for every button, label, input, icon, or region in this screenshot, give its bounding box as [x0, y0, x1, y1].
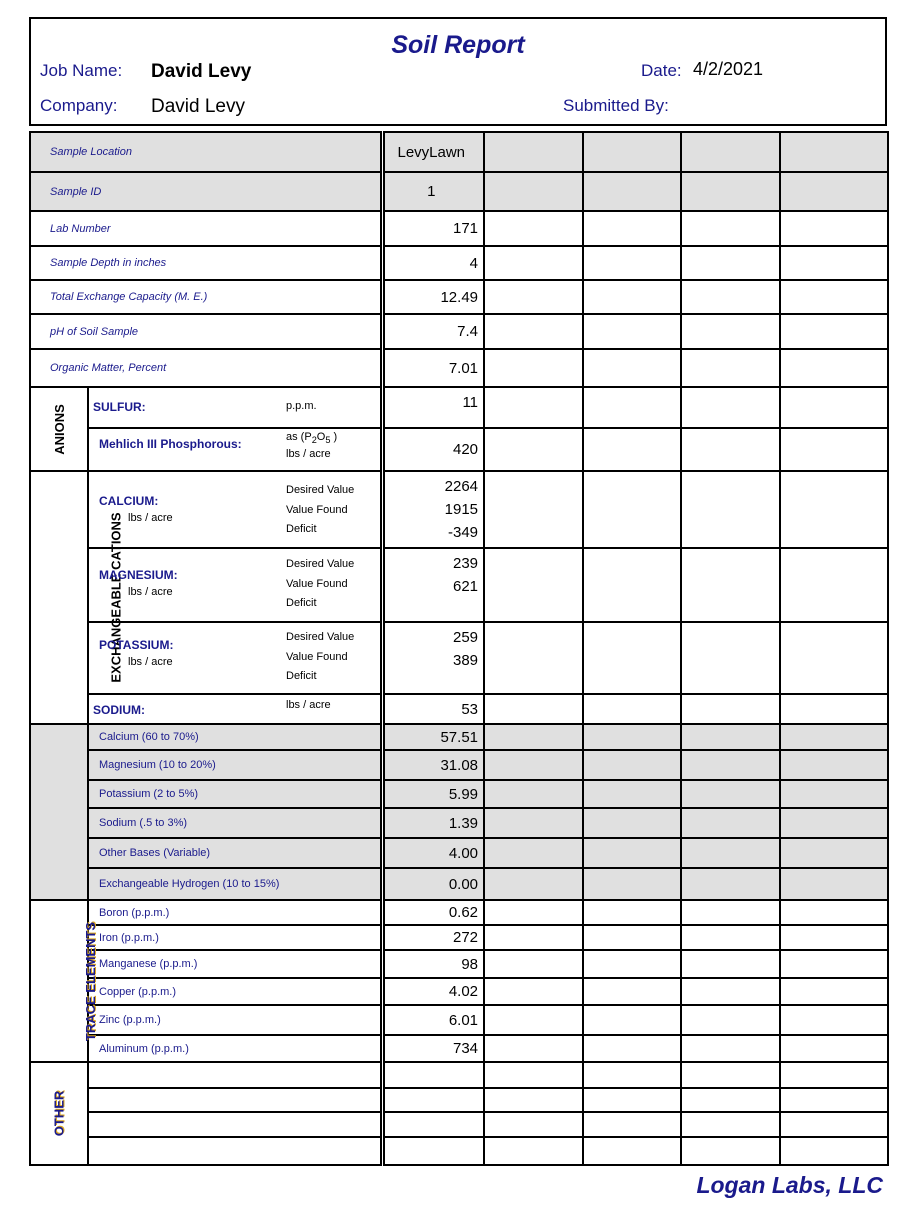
table-row — [30, 1035, 888, 1062]
empty-cell — [484, 1137, 583, 1165]
report-title: Soil Report — [391, 31, 525, 59]
empty-cell — [583, 471, 681, 548]
empty-cell — [583, 808, 681, 838]
empty-cell — [484, 978, 583, 1005]
empty-cell — [681, 808, 780, 838]
empty-cell — [780, 428, 888, 471]
empty-cell — [583, 838, 681, 868]
empty-cell — [583, 868, 681, 900]
empty-cell — [484, 1035, 583, 1062]
empty-cell — [780, 132, 888, 172]
empty-cell — [583, 1137, 681, 1165]
row-label: Potassium (2 to 5%) — [88, 780, 382, 808]
table-row — [30, 280, 888, 314]
cation-values: 2264 1915 -349 — [382, 471, 484, 548]
row-value: 1 — [382, 172, 484, 211]
empty-cell — [583, 978, 681, 1005]
empty-cell — [681, 1112, 780, 1137]
empty-cell — [681, 387, 780, 428]
table-row — [30, 1137, 888, 1165]
table-row — [30, 314, 888, 349]
row-label: Organic Matter, Percent — [30, 349, 382, 387]
soil-report-table — [29, 131, 889, 1166]
row-value: LevyLawn — [382, 132, 484, 172]
empty-cell — [583, 428, 681, 471]
table-row — [30, 724, 888, 750]
table-row — [30, 868, 888, 900]
section-label-other: OTHER — [30, 1062, 88, 1165]
phosphorous-value: 420 — [382, 428, 484, 471]
empty-cell — [681, 925, 780, 950]
empty-cell — [583, 1088, 681, 1112]
empty-cell — [583, 925, 681, 950]
table-row — [30, 900, 888, 925]
empty-cell — [780, 1035, 888, 1062]
empty-cell — [780, 387, 888, 428]
empty-cell — [484, 172, 583, 211]
empty-cell — [681, 868, 780, 900]
table-row — [30, 211, 888, 246]
empty-cell — [780, 900, 888, 925]
empty-cell — [681, 1062, 780, 1088]
table-row — [30, 622, 888, 694]
empty-cell — [382, 1112, 484, 1137]
submitted-by-label: Submitted By: — [563, 96, 669, 115]
empty-cell — [780, 1088, 888, 1112]
empty-cell — [583, 132, 681, 172]
empty-cell — [780, 1062, 888, 1088]
empty-cell — [484, 838, 583, 868]
table-row — [30, 1112, 888, 1137]
empty-cell — [484, 314, 583, 349]
sulfur-label: SULFUR: — [93, 400, 146, 414]
table-row — [30, 925, 888, 950]
empty-cell — [484, 1112, 583, 1137]
row-value: 6.01 — [382, 1005, 484, 1035]
row-label: Manganese (p.p.m.) — [88, 950, 382, 978]
empty-cell — [780, 548, 888, 622]
table-row — [30, 428, 888, 471]
empty-cell — [484, 780, 583, 808]
row-label: Total Exchange Capacity (M. E.) — [30, 280, 382, 314]
empty-cell — [780, 246, 888, 280]
table-row — [30, 548, 888, 622]
empty-cell — [780, 808, 888, 838]
company-label: Company: — [40, 96, 118, 115]
empty-cell — [484, 1062, 583, 1088]
empty-cell — [484, 808, 583, 838]
row-value: 272 — [382, 925, 484, 950]
cation-value-labels: Desired Value Value Found Deficit — [286, 631, 355, 682]
empty-cell — [583, 246, 681, 280]
empty-cell — [780, 1005, 888, 1035]
empty-cell — [681, 1035, 780, 1062]
table-row — [30, 172, 888, 211]
empty-cell — [681, 1137, 780, 1165]
empty-cell — [681, 172, 780, 211]
empty-cell — [88, 1062, 382, 1088]
table-row — [30, 1005, 888, 1035]
empty-cell — [484, 750, 583, 780]
empty-cell — [484, 246, 583, 280]
row-value: 57.51 — [382, 724, 484, 750]
empty-cell — [583, 724, 681, 750]
empty-cell — [88, 1088, 382, 1112]
empty-cell — [484, 950, 583, 978]
empty-cell — [681, 211, 780, 246]
empty-cell — [583, 280, 681, 314]
empty-cell — [681, 314, 780, 349]
row-label: Exchangeable Hydrogen (10 to 15%) — [88, 868, 382, 900]
cation-name: MAGNESIUM: — [99, 568, 178, 582]
row-label: pH of Soil Sample — [30, 314, 382, 349]
row-label: Sample Depth in inches — [30, 246, 382, 280]
empty-cell — [583, 349, 681, 387]
empty-cell — [484, 387, 583, 428]
row-label: Iron (p.p.m.) — [88, 925, 382, 950]
empty-cell — [780, 724, 888, 750]
phosphorous-unit: as ($P_2O_5$ ) lbs / acre — [286, 431, 338, 461]
company: David Levy — [151, 96, 245, 117]
row-label: Sodium (.5 to 3%) — [88, 808, 382, 838]
row-value: 4.02 — [382, 978, 484, 1005]
empty-cell — [382, 1062, 484, 1088]
cation-values: 259 389 — [382, 622, 484, 694]
row-value: 171 — [382, 211, 484, 246]
empty-cell — [780, 471, 888, 548]
empty-cell — [681, 132, 780, 172]
row-value: 0.62 — [382, 900, 484, 925]
empty-cell — [780, 314, 888, 349]
empty-cell — [681, 280, 780, 314]
empty-cell — [484, 622, 583, 694]
table-row — [30, 808, 888, 838]
empty-cell — [780, 978, 888, 1005]
table-row — [30, 387, 888, 428]
empty-cell — [583, 548, 681, 622]
empty-cell — [780, 694, 888, 724]
empty-cell — [583, 211, 681, 246]
row-label: Sample Location — [30, 132, 382, 172]
sulfur-value: 11 — [382, 387, 484, 428]
empty-cell — [484, 211, 583, 246]
sulfur-unit: p.p.m. — [286, 400, 317, 412]
phosphorous-label: Mehlich III Phosphorous: — [99, 437, 242, 451]
empty-cell — [583, 387, 681, 428]
empty-cell — [681, 950, 780, 978]
sodium-value: 53 — [382, 694, 484, 724]
row-value: 0.00 — [382, 868, 484, 900]
empty-cell — [780, 838, 888, 868]
row-value: 31.08 — [382, 750, 484, 780]
empty-cell — [780, 211, 888, 246]
empty-cell — [484, 280, 583, 314]
empty-cell — [583, 1005, 681, 1035]
empty-cell — [583, 750, 681, 780]
table-row — [30, 132, 888, 172]
empty-cell — [484, 868, 583, 900]
empty-cell — [681, 780, 780, 808]
row-label: Zinc (p.p.m.) — [88, 1005, 382, 1035]
section-label-cations: EXCHANGEABLE CATIONS — [30, 471, 88, 724]
row-label: Other Bases (Variable) — [88, 838, 382, 868]
empty-cell — [484, 471, 583, 548]
empty-cell — [484, 428, 583, 471]
empty-cell — [681, 750, 780, 780]
empty-cell — [88, 1137, 382, 1165]
empty-cell — [583, 1035, 681, 1062]
table-row — [30, 750, 888, 780]
empty-cell — [681, 548, 780, 622]
empty-cell — [583, 950, 681, 978]
empty-cell — [780, 868, 888, 900]
table-row — [30, 838, 888, 868]
row-value: 4.00 — [382, 838, 484, 868]
row-value: 734 — [382, 1035, 484, 1062]
lab-name-footer: Logan Labs, LLC — [696, 1172, 883, 1198]
empty-cell — [484, 724, 583, 750]
empty-cell — [780, 349, 888, 387]
empty-cell — [583, 1062, 681, 1088]
cation-name: CALCIUM: — [99, 494, 159, 508]
row-label: Aluminum (p.p.m.) — [88, 1035, 382, 1062]
table-row — [30, 246, 888, 280]
cation-values: 239 621 — [382, 548, 484, 622]
row-value: 1.39 — [382, 808, 484, 838]
cation-unit: lbs / acre — [128, 656, 173, 668]
table-row — [30, 780, 888, 808]
empty-cell — [681, 838, 780, 868]
empty-cell — [681, 724, 780, 750]
empty-cell — [681, 349, 780, 387]
empty-cell — [583, 314, 681, 349]
empty-cell — [780, 1137, 888, 1165]
empty-cell — [780, 1112, 888, 1137]
cation-name: POTASSIUM: — [99, 638, 174, 652]
empty-cell — [484, 1088, 583, 1112]
empty-cell — [484, 1005, 583, 1035]
empty-cell — [681, 1005, 780, 1035]
sodium-label: SODIUM: — [93, 703, 145, 717]
empty-cell — [681, 1088, 780, 1112]
empty-cell — [583, 1112, 681, 1137]
empty-cell — [780, 172, 888, 211]
table-row — [30, 1088, 888, 1112]
row-value: 12.49 — [382, 280, 484, 314]
row-label: Boron (p.p.m.) — [88, 900, 382, 925]
row-value: 7.4 — [382, 314, 484, 349]
date-label: Date: — [641, 61, 682, 80]
empty-cell — [780, 750, 888, 780]
empty-cell — [583, 780, 681, 808]
date: 4/2/2021 — [693, 59, 764, 79]
empty-cell — [681, 246, 780, 280]
empty-cell — [780, 950, 888, 978]
empty-cell — [484, 694, 583, 724]
row-value: 98 — [382, 950, 484, 978]
table-row — [30, 950, 888, 978]
empty-cell — [681, 900, 780, 925]
table-row — [30, 471, 888, 548]
cation-value-labels: Desired Value Value Found Deficit — [286, 558, 355, 609]
empty-cell — [382, 1088, 484, 1112]
empty-cell — [681, 694, 780, 724]
empty-cell — [484, 548, 583, 622]
empty-cell — [780, 622, 888, 694]
section-label-base-saturation — [30, 724, 88, 900]
empty-cell — [780, 280, 888, 314]
report-header — [29, 17, 887, 126]
row-label: Calcium (60 to 70%) — [88, 724, 382, 750]
cation-unit: lbs / acre — [128, 512, 173, 524]
empty-cell — [583, 172, 681, 211]
row-value: 4 — [382, 246, 484, 280]
job-name-label: Job Name: — [40, 61, 123, 80]
empty-cell — [484, 349, 583, 387]
empty-cell — [681, 622, 780, 694]
sodium-unit: lbs / acre — [286, 699, 331, 711]
empty-cell — [583, 694, 681, 724]
empty-cell — [484, 132, 583, 172]
empty-cell — [681, 471, 780, 548]
row-label: Sample ID — [30, 172, 382, 211]
empty-cell — [583, 900, 681, 925]
table-row — [30, 349, 888, 387]
job-name: David Levy — [151, 61, 252, 82]
row-label: Magnesium (10 to 20%) — [88, 750, 382, 780]
empty-cell — [484, 925, 583, 950]
empty-cell — [88, 1112, 382, 1137]
section-label-anions: ANIONS — [30, 387, 88, 471]
empty-cell — [780, 780, 888, 808]
row-label: Copper (p.p.m.) — [88, 978, 382, 1005]
empty-cell — [583, 622, 681, 694]
row-value: 7.01 — [382, 349, 484, 387]
empty-cell — [484, 900, 583, 925]
empty-cell — [681, 978, 780, 1005]
empty-cell — [780, 925, 888, 950]
cation-unit: lbs / acre — [128, 586, 173, 598]
row-value: 5.99 — [382, 780, 484, 808]
row-label: Lab Number — [30, 211, 382, 246]
table-row — [30, 694, 888, 724]
table-row — [30, 1062, 888, 1088]
cation-value-labels: Desired Value Value Found Deficit — [286, 484, 355, 535]
section-label-trace-elements: TRACE ELEMENTS — [30, 900, 88, 1062]
table-row — [30, 978, 888, 1005]
empty-cell — [681, 428, 780, 471]
empty-cell — [382, 1137, 484, 1165]
